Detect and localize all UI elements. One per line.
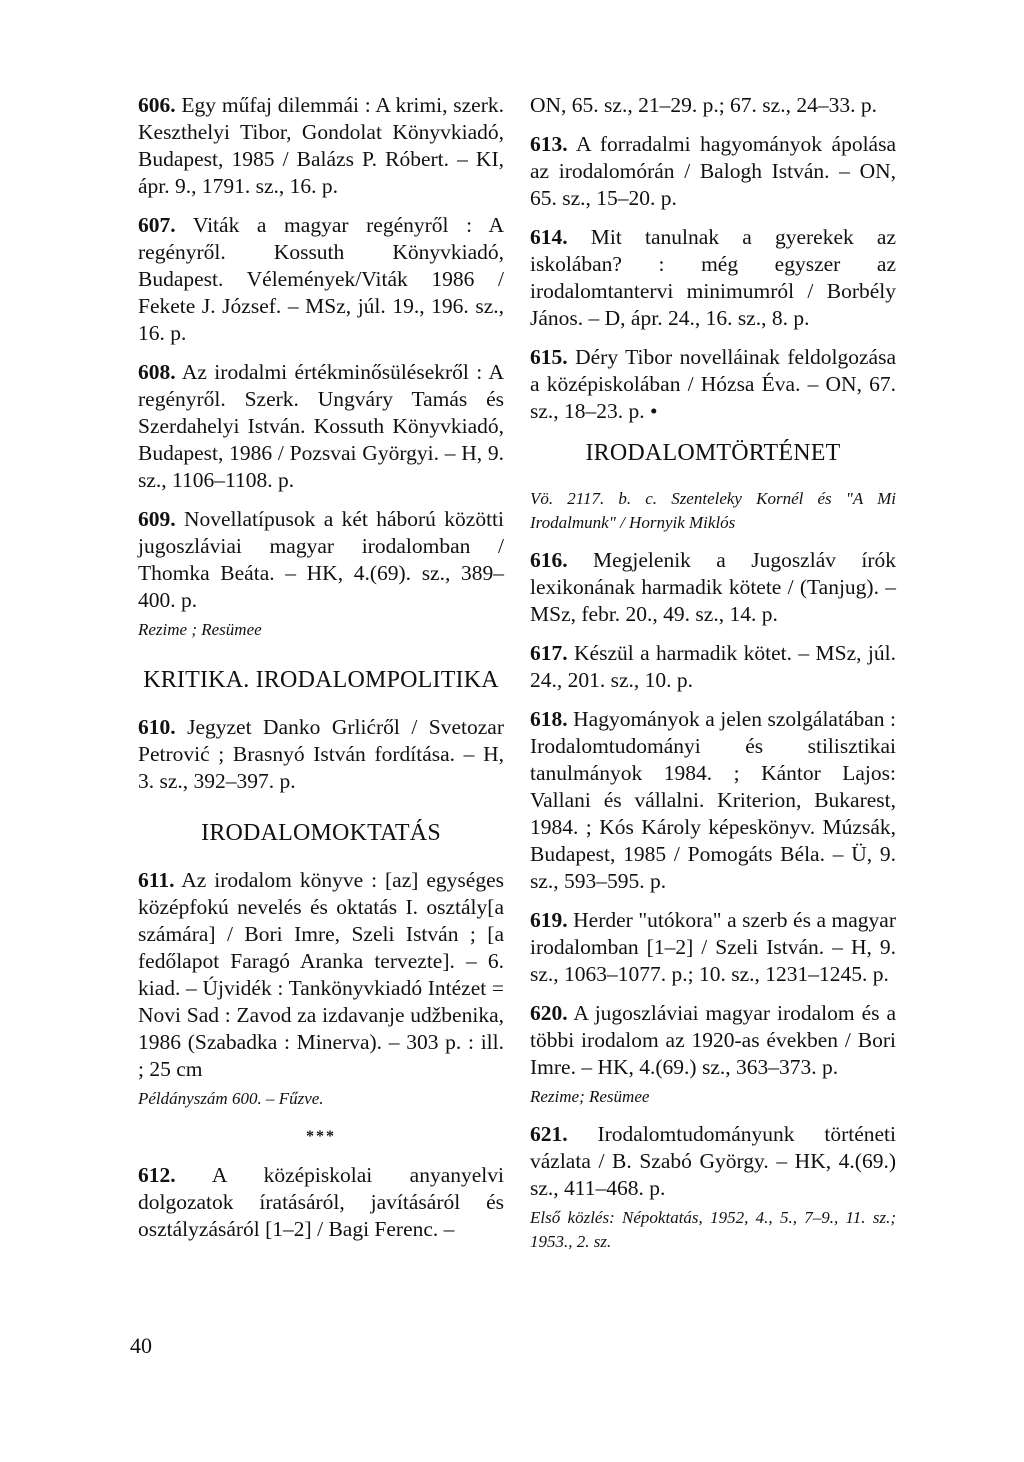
entry-number: 612. — [138, 1163, 176, 1187]
entry-number: 607. — [138, 213, 176, 237]
entry-number: 610. — [138, 715, 176, 739]
section-separator: *** — [306, 1128, 336, 1145]
entry-number: 613. — [530, 132, 568, 156]
entry-text: Az irodalmi értékminősülésekről : A regényről. Szerk. Ungváry Tamás és Szerdahelyi István. Kossuth Könyvkiadó, Budapest, 1986 / Pozsvai Györgyi. – H, 9. sz., 1106–1108. p. — [138, 360, 504, 492]
entry-620 — [530, 1000, 896, 1081]
entry-number: 616. — [530, 548, 568, 572]
entry-text: Viták a magyar regényről : A regényről. Kossuth Könyvkiadó, Budapest. Vélemények/Viták 1986 / Fekete J. József. – MSz, júl. 19., 196. sz., 16. p. — [138, 213, 504, 345]
entry-text: Megjelenik a Jugoszláv írók lexikonának harmadik kötete / (Tanjug). – MSz, febr. 20., 49. sz., 14. p. — [530, 548, 896, 626]
left-column — [138, 92, 504, 1255]
entry-text: Mit tanulnak a gyerekek az iskolában? : még egyszer az irodalomtantervi minimumról / Borbély János. – D, ápr. 24., 16. sz., 8. p. — [530, 225, 896, 330]
entry-619 — [530, 907, 896, 988]
entry-text: Herder "utókora" a szerb és a magyar irodalomban [1–2] / Szeli István. – H, 9. sz., 1063–1077. p.; 10. sz., 1231–1245. p. — [530, 908, 896, 986]
entry-text: A középiskolai anyanyelvi dolgozatok íratásáról, javításáról és osztályzásáról [1–2] / Bagi Ferenc. – — [138, 1163, 504, 1241]
entry-text: Készül a harmadik kötet. – MSz, júl. 24., 201. sz., 10. p. — [530, 641, 897, 692]
entry-615 — [530, 344, 896, 425]
entry-609 — [138, 506, 504, 614]
entry-number: 619. — [530, 908, 568, 932]
entry-609-note: Rezime ; Resümee — [138, 620, 262, 639]
entry-number: 618. — [530, 707, 568, 731]
entry-text: Az irodalom könyve : [az] egységes középfokú nevelés és oktatás I. osztály[a számára] / Bori Imre, Szeli István ; [a fedőlapot Faragó Aranka tervezte]. – 6. kiad. – Újvidék : Tankönyvkiadó Intézet = Novi Sad : Zavod za izdavanje udžbenika, 1986 (Szabadka : Minerva). – 303 p. : ill. ; 25 cm — [138, 868, 504, 1081]
entry-number: 615. — [530, 345, 568, 369]
entry-text: Irodalomtudományunk történeti vázlata / B. Szabó György. – HK, 4.(69.) sz., 411–468. p. — [530, 1122, 896, 1200]
entry-number: 609. — [138, 507, 176, 531]
entry-text: Hagyományok a jelen szolgálatában : Irodalomtudományi és stilisztikai tanulmányok 1984. ; Kántor Lajos: Vallani és vállalni. Kriterion, Bukarest, 1984. ; Kós Károly képeskönyv. Múzsák, Budapest, 1985 / Pomogáts Béla. – Ü, 9. sz., 593–595. p. — [530, 707, 896, 893]
entry-613 — [530, 131, 896, 212]
entry-608 — [138, 359, 504, 494]
entry-number: 621. — [530, 1122, 568, 1146]
entry-612 — [138, 1162, 504, 1243]
entry-text: A jugoszláviai magyar irodalom és a többi irodalom az 1920-as években / Bori Imre. – HK, 4.(69.) sz., 363–373. p. — [530, 1001, 896, 1079]
entry-618 — [530, 706, 896, 895]
entry-number: 608. — [138, 360, 176, 384]
entry-614 — [530, 224, 896, 332]
entry-616 — [530, 547, 896, 628]
section-heading-oktatas: IRODALOMOKTATÁS — [201, 820, 441, 846]
entry-610 — [138, 714, 504, 795]
entry-611 — [138, 867, 504, 1083]
entry-611-note: Példányszám 600. – Fűzve. — [138, 1089, 324, 1108]
entry-607 — [138, 212, 504, 347]
entry-text: A forradalmi hagyományok ápolása az irodalomórán / Balogh István. – ON, 65. sz., 15–20. p. — [530, 132, 896, 210]
entry-number: 620. — [530, 1001, 568, 1025]
see-also-note: Vö. 2117. b. c. Szenteleky Kornél és "A Mi Irodalmunk" / Hornyik Miklós — [530, 489, 896, 532]
entry-621 — [530, 1121, 896, 1202]
entry-number: 617. — [530, 641, 568, 665]
section-heading-tortenet: IRODALOMTÖRTÉNET — [585, 440, 841, 466]
entry-606 — [138, 92, 504, 200]
entry-text: Novellatípusok a két háború közötti jugoszláviai magyar irodalomban / Thomka Beáta. – HK, 4.(69). sz., 389–400. p. — [138, 507, 504, 612]
entry-text: Déry Tibor novelláinak feldolgozása a középiskolában / Hózsa Éva. – ON, 67. sz., 18–23. p. • — [530, 345, 897, 423]
entry-number: 611. — [138, 868, 175, 892]
section-heading-kritika: KRITIKA. IRODALOMPOLITIKA — [143, 667, 499, 693]
entry-number: 606. — [138, 93, 176, 117]
entry-620-note: Rezime; Resümee — [530, 1087, 650, 1106]
page-number: 40 — [130, 1333, 152, 1358]
entry-617 — [530, 640, 896, 694]
entry-text: Egy műfaj dilemmái : A krimi, szerk. Keszthelyi Tibor, Gondolat Könyvkiadó, Budapest, 1985 / Balázs P. Róbert. – KI, ápr. 9., 1791. sz., 16. p. — [138, 93, 504, 198]
entry-number: 614. — [530, 225, 568, 249]
right-column — [530, 92, 896, 1266]
entry-621-note: Első közlés: Népoktatás, 1952, 4., 5., 7–9., 11. sz.; 1953., 2. sz. — [530, 1208, 896, 1251]
entry-text: Jegyzet Danko Grlićről / Svetozar Petrović ; Brasnyó István fordítása. – H, 3. sz., 392–397. p. — [138, 715, 504, 793]
entry-612-continuation: ON, 65. sz., 21–29. p.; 67. sz., 24–33. p. — [530, 93, 877, 117]
